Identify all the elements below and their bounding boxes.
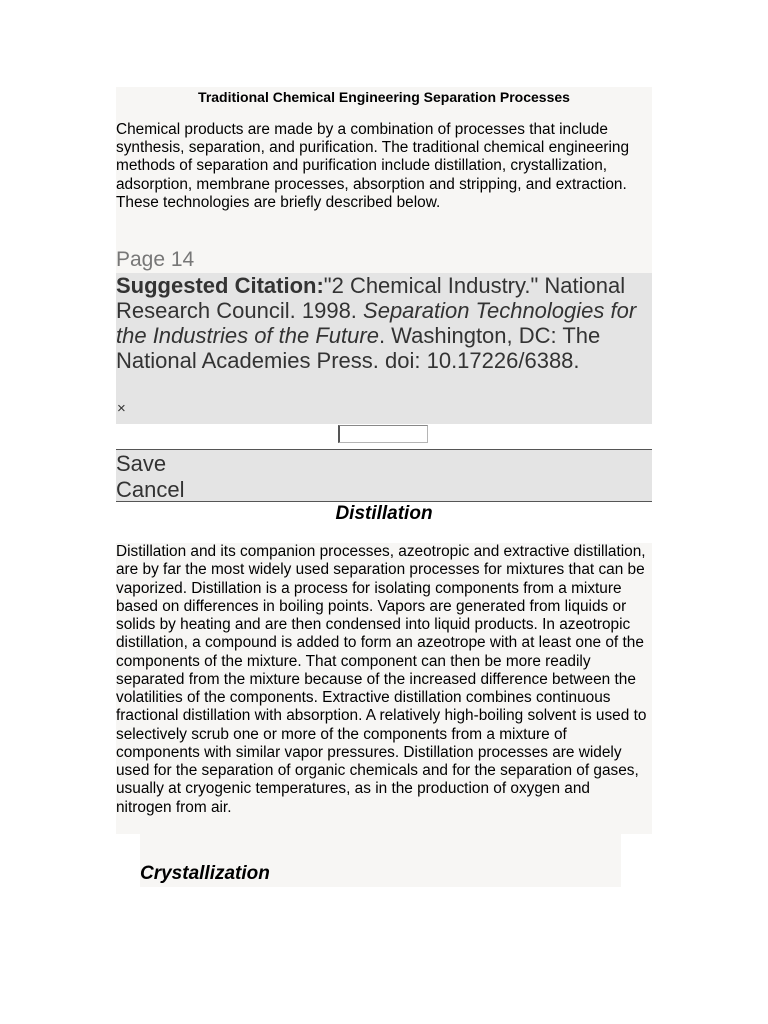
citation-text-input[interactable] bbox=[338, 425, 428, 443]
cancel-button[interactable]: Cancel bbox=[116, 477, 185, 502]
distillation-heading: Distillation bbox=[335, 503, 433, 524]
citation-actions bbox=[116, 449, 652, 502]
save-button[interactable]: Save bbox=[116, 451, 167, 476]
intro-section bbox=[116, 87, 652, 273]
intro-paragraph: Chemical products are made by a combination of processes that include synthesis, separation, and purification. The traditional chemical engineering methods of separation and purification include distillation, crystallization, adsorption, membrane processes, absorption and stripping, and extraction. These technologies are briefly described below. bbox=[116, 121, 630, 211]
close-icon[interactable]: × bbox=[117, 400, 126, 417]
citation-label: Suggested Citation: bbox=[116, 273, 324, 298]
citation-tail: . Washington, DC: The National Academies Press. doi: 10.17226/6388. bbox=[116, 323, 601, 373]
citation-book-title: Separation Technologies for the Industries of the Future bbox=[116, 298, 637, 348]
citation-text bbox=[116, 273, 646, 373]
distillation-section bbox=[116, 543, 652, 834]
distillation-paragraph: Distillation and its companion processes, azeotropic and extractive distillation, are by far the most widely used separation processes for mixtures that can be vaporized. Distillation is a process for isolating components from a mixture based on differences in boiling points. Vapors are generated from liquids or solids by heating and are then condensed into liquid products. In azeotropic distillation, a compound is added to form an azeotrope with at least one of the components of the mixture. That component can then be more readily separated from the mixture because of the increased difference between the volatilities of the components. Extractive distillation combines continuous fractional distillation with absorption. A relatively high-boiling solvent is used to selectively scrub one or more of the components from a mixture of components with similar vapor pressures. Distillation processes are widely used for the separation of organic chemicals and for the separation of gases, usually at cryogenic temperatures, as in the production of oxygen and nitrogen from air. bbox=[116, 543, 647, 816]
citation-lead: "2 Chemical Industry." National Research Council. 1998. bbox=[116, 273, 626, 323]
crystallization-section bbox=[140, 834, 621, 887]
page-number-label: Page 14 bbox=[116, 248, 195, 271]
citation-popup bbox=[116, 273, 652, 424]
crystallization-heading: Crystallization bbox=[140, 863, 270, 884]
document-title: Traditional Chemical Engineering Separation Processes bbox=[198, 89, 570, 105]
